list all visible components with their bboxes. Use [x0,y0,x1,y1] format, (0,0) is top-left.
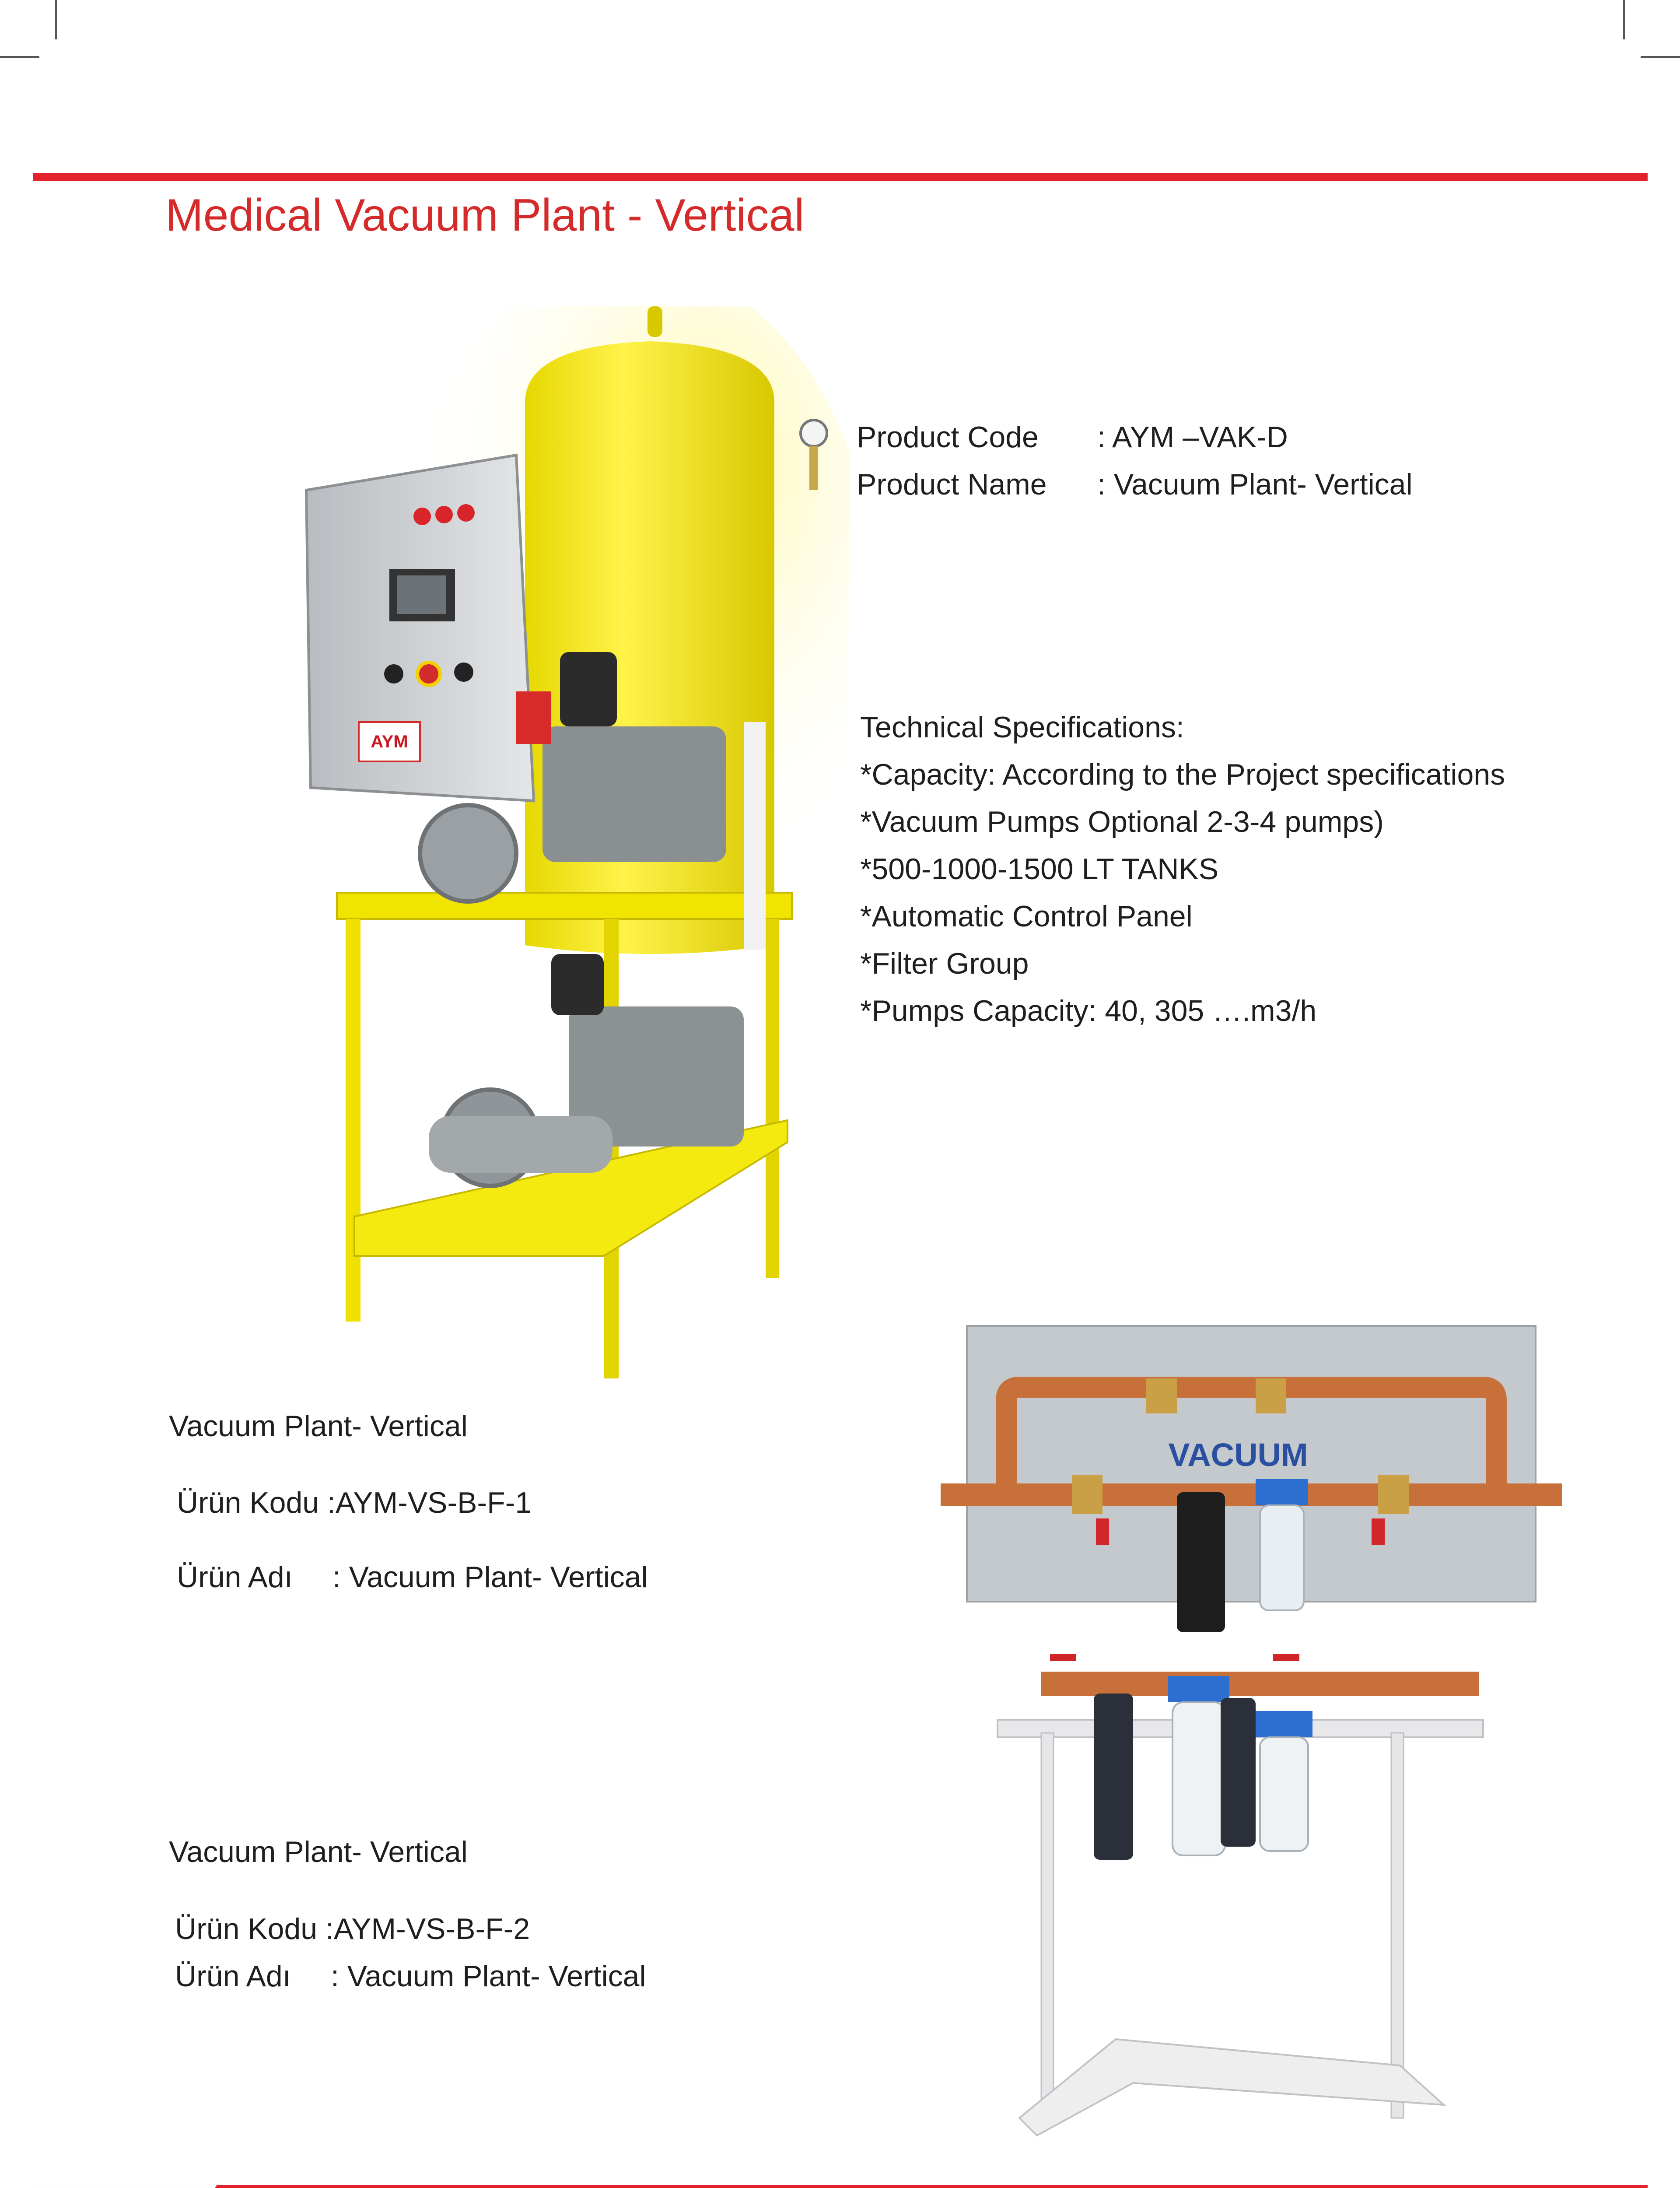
spec-item: *Vacuum Pumps Optional 2-3-4 pumps) [860,805,1384,838]
footer-band [33,2185,1648,2188]
crop-mark [1623,0,1625,39]
logo-text: AYM [371,732,408,751]
panel-sign: VACUUM [1168,1437,1308,1473]
filter-group-2-code: Ürün Kodu :AYM-VS-B-F-2 [175,1912,530,1946]
filter-group-2-name-value: : Vacuum Plant- Vertical [331,1960,646,1993]
filter-group-2-title: Vacuum Plant- Vertical [169,1835,468,1869]
spec-item: *Filter Group [860,947,1029,980]
filter-group-1-name-row [177,1553,648,1601]
vacuum-plant-photo [298,306,849,1392]
technical-specifications [860,704,1505,1034]
spec-item: *500-1000-1500 LT TANKS [860,852,1219,886]
crop-mark [1641,56,1680,58]
product-code-label: Product Code [857,421,1039,454]
page-title: Medical Vacuum Plant - Vertical [165,190,805,241]
filter-group-1-title: Vacuum Plant- Vertical [169,1410,468,1443]
spec-item: *Automatic Control Panel [860,900,1193,933]
product-info [857,414,1413,508]
product-code-row [857,414,1413,461]
filter-group-1-name-label: Ürün Adı [177,1560,293,1594]
specs-heading: Technical Specifications: [860,711,1184,744]
filter-panel-photo [941,1317,1566,1650]
spec-item: *Capacity: According to the Project specifications [860,758,1505,791]
product-code-value: : AYM –VAK-D [1097,421,1288,454]
filter-stand-photo [984,1645,1509,2162]
product-name-label: Product Name [857,468,1047,501]
header-rule [33,173,1648,181]
product-name-value: : Vacuum Plant- Vertical [1097,468,1413,501]
filter-group-1-name-value: : Vacuum Plant- Vertical [332,1560,648,1594]
crop-mark [55,0,57,39]
filter-group-2-name-label: Ürün Adı [175,1960,291,1993]
filter-group-2-name-row [175,1953,646,2000]
crop-mark [0,56,39,58]
spec-item: *Pumps Capacity: 40, 305 ….m3/h [860,994,1317,1027]
filter-group-1-code: Ürün Kodu :AYM-VS-B-F-1 [177,1486,532,1519]
product-name-row [857,461,1413,508]
